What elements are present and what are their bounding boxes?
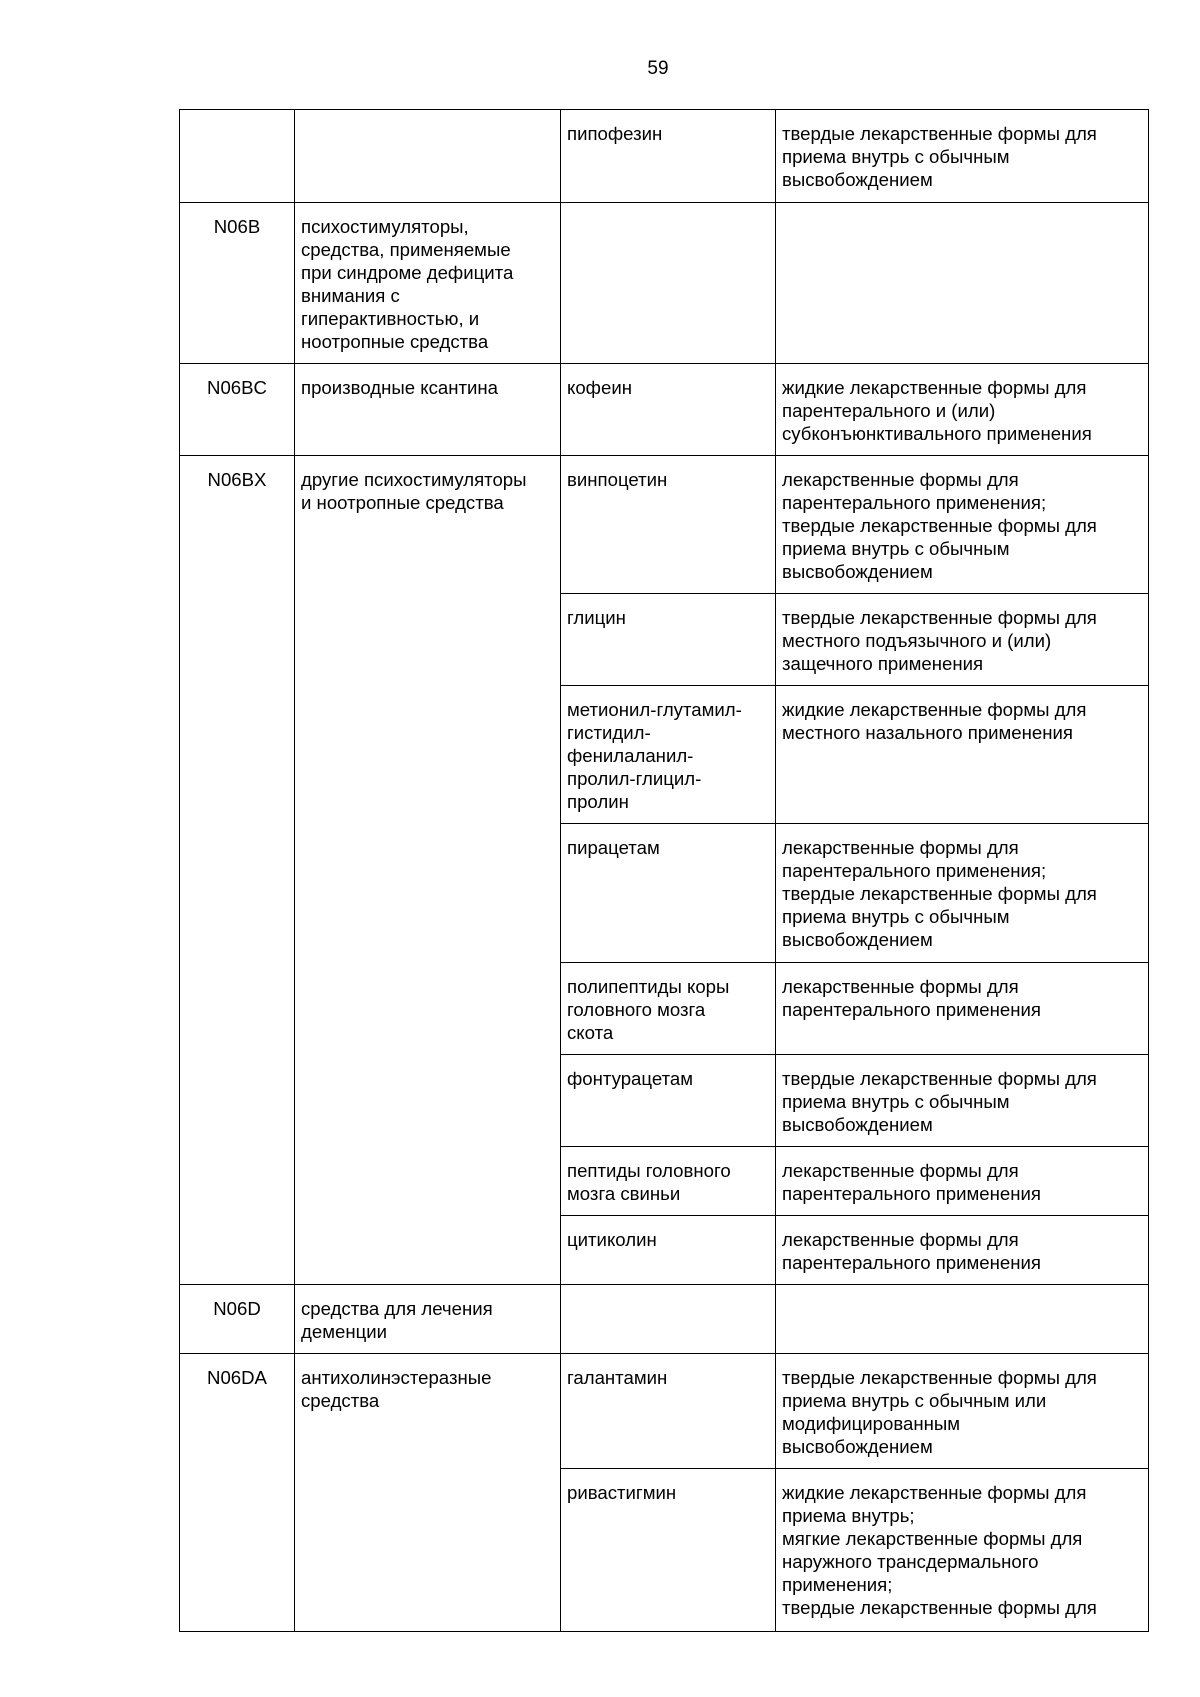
dosage-form-cell: лекарственные формы для парентерального применения (776, 1216, 1149, 1285)
drug-cell (561, 203, 776, 364)
dosage-form-cell: лекарственные формы для парентерального применения; твердые лекарственные формы для приема внутрь с обычным высвобождением (776, 824, 1149, 963)
table-row (180, 110, 1149, 203)
group-cell: антихолинэстеразные средства (295, 1354, 561, 1632)
drug-cell: фонтурацетам (561, 1055, 776, 1147)
table-row (180, 456, 1149, 594)
dosage-form-cell: твердые лекарственные формы для приема внутрь с обычным высвобождением (776, 110, 1149, 203)
atc-code-cell: N06B (180, 203, 295, 364)
drug-cell: метионил-глутамил- гистидил- фенилаланил- пролил-глицил- пролин (561, 686, 776, 824)
drug-cell: цитиколин (561, 1216, 776, 1285)
group-cell: производные ксантина (295, 364, 561, 456)
drug-cell (561, 1285, 776, 1354)
dosage-form-cell: лекарственные формы для парентерального применения (776, 963, 1149, 1055)
drug-cell: пипофезин (561, 110, 776, 203)
drug-cell: полипептиды коры головного мозга скота (561, 963, 776, 1055)
atc-code-cell: N06D (180, 1285, 295, 1354)
dosage-form-cell: жидкие лекарственные формы для местного назального применения (776, 686, 1149, 824)
dosage-form-cell (776, 1285, 1149, 1354)
dosage-form-cell: лекарственные формы для парентерального применения; твердые лекарственные формы для приема внутрь с обычным высвобождением (776, 456, 1149, 594)
dosage-form-cell: жидкие лекарственные формы для приема внутрь; мягкие лекарственные формы для наружного трансдермального применения; твердые лекарственные формы для (776, 1469, 1149, 1632)
table-row (180, 203, 1149, 364)
dosage-form-cell: твердые лекарственные формы для местного подъязычного и (или) защечного применения (776, 594, 1149, 686)
dosage-form-cell: твердые лекарственные формы для приема внутрь с обычным или модифицированным высвобождением (776, 1354, 1149, 1469)
dosage-form-cell: лекарственные формы для парентерального применения (776, 1147, 1149, 1216)
dosage-form-cell (776, 203, 1149, 364)
drug-list-table (179, 109, 1149, 1632)
atc-code-cell: N06DA (180, 1354, 295, 1632)
table-row (180, 1285, 1149, 1354)
atc-code-cell: N06BC (180, 364, 295, 456)
drug-cell: кофеин (561, 364, 776, 456)
drug-cell: ривастигмин (561, 1469, 776, 1632)
drug-cell: пирацетам (561, 824, 776, 963)
group-cell: другие психостимуляторы и ноотропные средства (295, 456, 561, 1285)
drug-cell: глицин (561, 594, 776, 686)
dosage-form-cell: жидкие лекарственные формы для парентерального и (или) субконъюнктивального применения (776, 364, 1149, 456)
atc-code-cell (180, 110, 295, 203)
group-cell (295, 110, 561, 203)
group-cell: средства для лечения деменции (295, 1285, 561, 1354)
table-row (180, 364, 1149, 456)
group-cell: психостимуляторы, средства, применяемые при синдроме дефицита внимания с гиперактивностью, и ноотропные средства (295, 203, 561, 364)
page-number: 59 (647, 58, 669, 79)
drug-cell: винпоцетин (561, 456, 776, 594)
dosage-form-cell: твердые лекарственные формы для приема внутрь с обычным высвобождением (776, 1055, 1149, 1147)
drug-cell: пептиды головного мозга свиньи (561, 1147, 776, 1216)
table-row (180, 1354, 1149, 1469)
drug-cell: галантамин (561, 1354, 776, 1469)
atc-code-cell: N06BX (180, 456, 295, 1285)
